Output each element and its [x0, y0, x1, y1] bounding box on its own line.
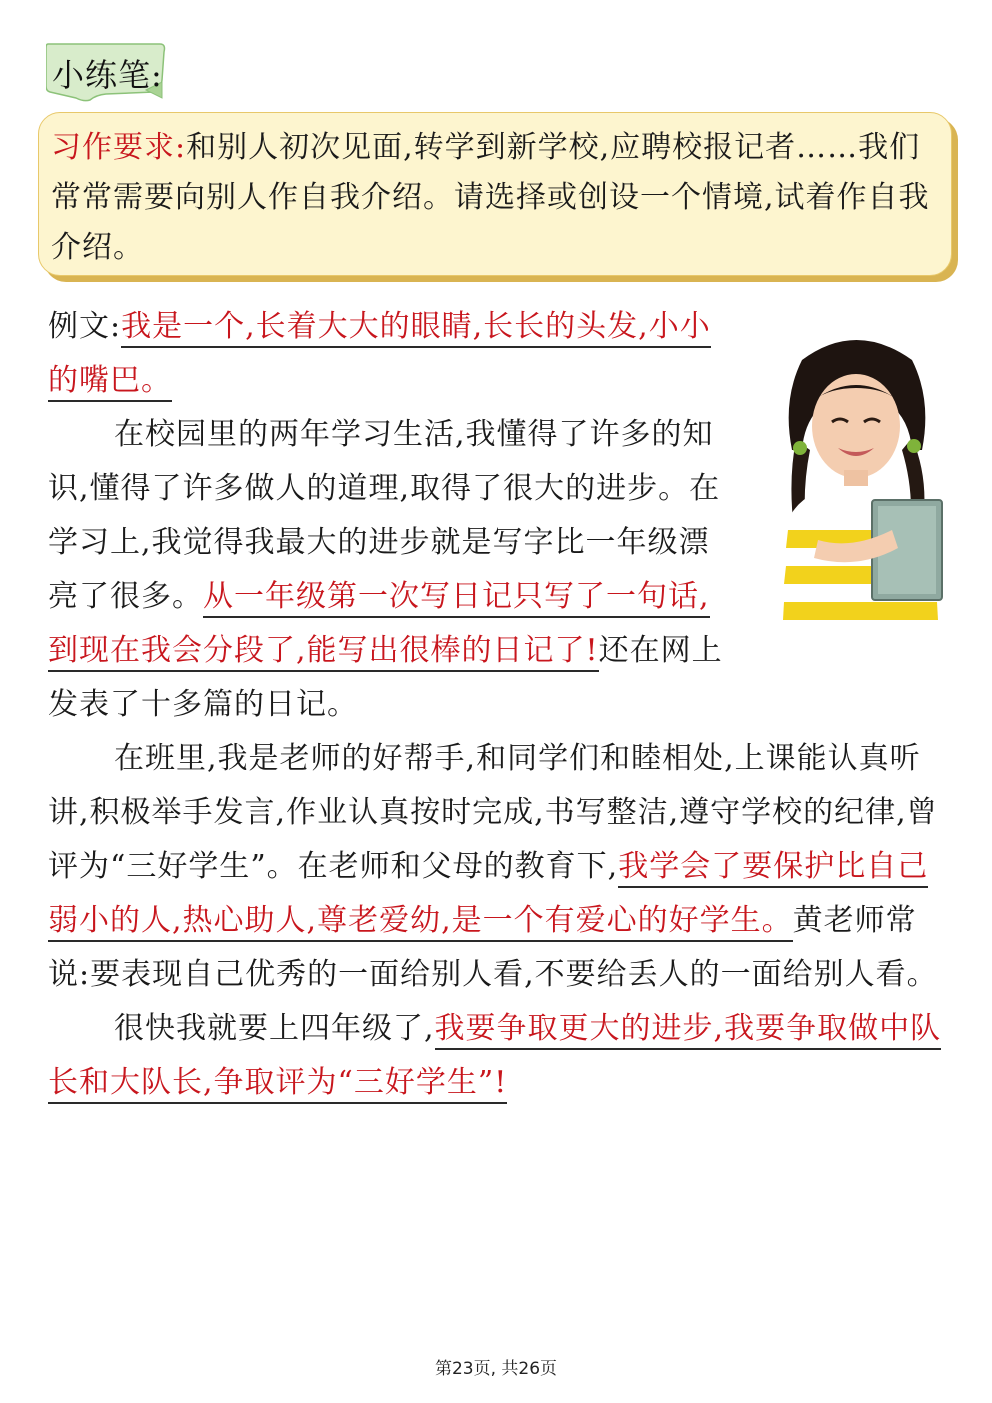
requirement-text: 和别人初次见面,转学到新学校,应聘校报记者……我们常常需要向别人作自我介绍。请选择或创设一个情境,试着作自我介绍。: [51, 130, 930, 265]
page-number: 第23页, 共26页: [434, 1359, 558, 1379]
paragraph-3-highlight: 我要争取更大的进步,我要争取做中队长和大队长,争取评为“三好学生”!: [48, 1011, 941, 1104]
paragraph-1-text-a: 在校园里的两年学习生活,我懂得了许多的知识,懂得了许多做人的道理,取得了很大的进步。在学习上,我觉得我最大的进步就是写字比一年级漂亮了很多。: [48, 417, 721, 614]
paragraph-1-highlight: 从一年级第一次写日记只写了一句话,到现在我会分段了,能写出很棒的日记了!: [48, 579, 710, 672]
paragraph-2-highlight: 我学会了要保护比自己弱小的人,热心助人,尊老爱幼,是一个有爱心的好学生。: [48, 849, 928, 942]
example-label: 例文:: [48, 309, 122, 344]
requirement-text-block: [51, 123, 939, 273]
paragraph-3-text-a: 很快我就要上四年级了,: [114, 1011, 435, 1046]
paragraph-2-text-a: 在班里,我是老师的好帮手,和同学们和睦相处,上课能认真听讲,积极举手发言,作业认真按时完成,书写整洁,遵守学校的纪律,曾评为“三好学生”。在老师和父母的教育下,: [48, 741, 938, 884]
paragraph-1-text-b: 还在网上发表了十多篇的日记。: [48, 633, 723, 722]
requirement-box: [38, 112, 952, 276]
example-opening-paragraph: [48, 300, 738, 408]
example-article: [48, 300, 943, 1110]
paragraph-3: [48, 1002, 943, 1110]
requirement-label: 习作要求:: [51, 130, 187, 165]
paragraph-2-text-b: 黄老师常说:要表现自己优秀的一面给别人看,不要给丢人的一面给别人看。: [48, 903, 938, 992]
paragraph-2: [48, 732, 943, 1002]
paragraph-1: [48, 408, 738, 732]
section-tag: [46, 40, 166, 102]
example-opening-highlight: 我是一个,长着大大的眼睛,长长的头发,小小的嘴巴。: [48, 309, 711, 402]
section-tag-label: 小练笔:: [52, 56, 163, 94]
